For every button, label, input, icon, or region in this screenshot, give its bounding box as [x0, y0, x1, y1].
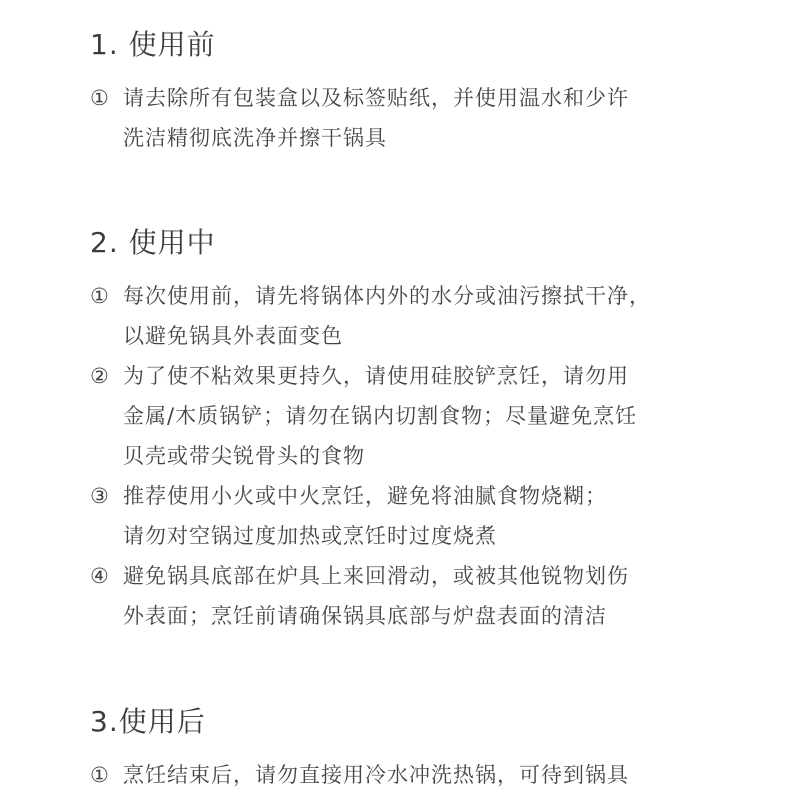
item-line: 外表面；烹饪前请确保锅具底部与炉盘表面的清洁 [123, 604, 607, 628]
section-heading: 3.使用后 [90, 705, 206, 738]
item-line: 以避免锅具外表面变色 [123, 324, 343, 348]
section-during-use [0, 222, 790, 636]
item-text [123, 356, 710, 476]
item-number: ① [90, 284, 109, 308]
item-number: ① [90, 763, 109, 787]
item-line: 烹饪结束后，请勿直接用冷水冲洗热锅，可待到锅具 [123, 763, 629, 787]
item-text [123, 476, 710, 556]
item-number: ④ [90, 564, 109, 588]
section-heading: 2. 使用中 [90, 226, 216, 259]
item-line: 贝壳或带尖锐骨头的食物 [123, 444, 365, 468]
instruction-list [0, 755, 790, 795]
item-number: ② [90, 364, 109, 388]
item-number: ③ [90, 484, 109, 508]
item-line: 为了使不粘效果更持久，请使用硅胶铲烹饪，请勿用 [123, 364, 629, 388]
instruction-list [0, 276, 790, 636]
item-line: 推荐使用小火或中火烹饪，避免将油腻食物烧糊； [123, 484, 607, 508]
item-line: 请去除所有包装盒以及标签贴纸，并使用温水和少许 [123, 86, 629, 110]
section-before-use [0, 24, 790, 158]
section-heading: 1. 使用前 [90, 28, 216, 61]
item-text [123, 276, 710, 356]
item-line: 洗洁精彻底洗净并擦干锅具 [123, 126, 387, 150]
instruction-item [90, 755, 710, 795]
instruction-item [90, 276, 710, 356]
item-line: 金属/木质锅铲；请勿在锅内切割食物；尽量避免烹饪 [123, 404, 638, 428]
instruction-item [90, 356, 710, 476]
instruction-item [90, 556, 710, 636]
instruction-list [0, 78, 790, 158]
item-text [123, 755, 710, 795]
item-text [123, 78, 710, 158]
instruction-item [90, 476, 710, 556]
item-line: 每次使用前，请先将锅体内外的水分或油污擦拭干净， [123, 284, 651, 308]
item-line: 避免锅具底部在炉具上来回滑动，或被其他锐物划伤 [123, 564, 629, 588]
item-number: ① [90, 86, 109, 110]
item-text [123, 556, 710, 636]
instruction-item [90, 78, 710, 158]
item-line: 请勿对空锅过度加热或烹饪时过度烧煮 [123, 524, 497, 548]
section-after-use [0, 701, 790, 795]
